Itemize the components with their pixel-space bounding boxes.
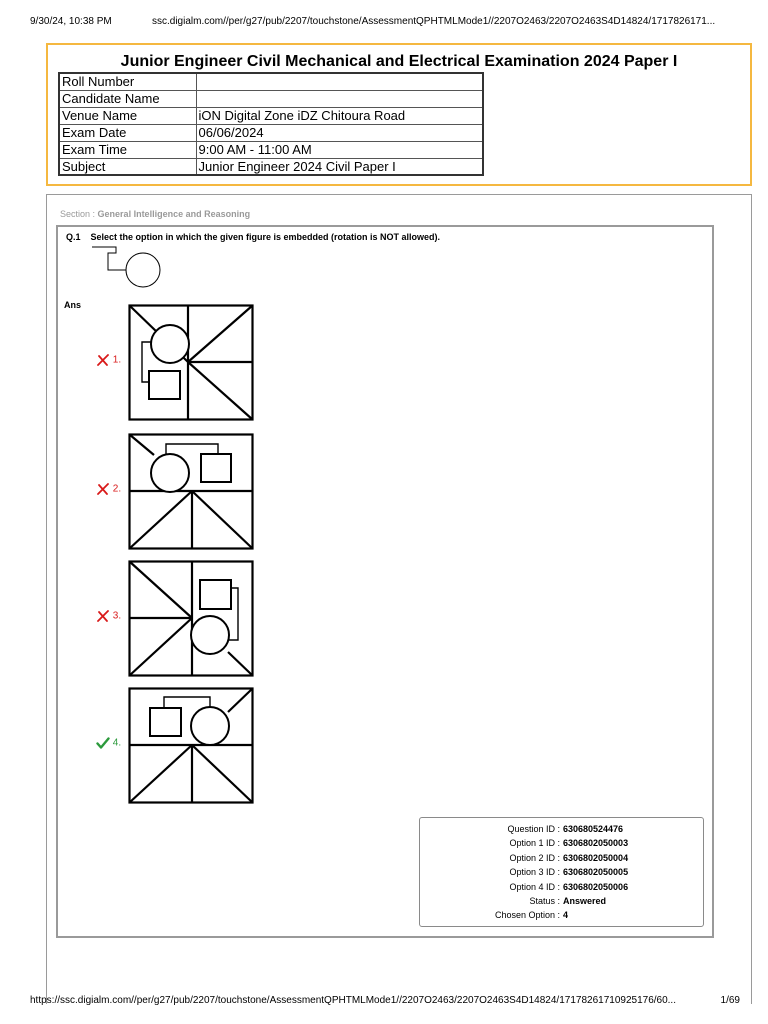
option-number: 3. <box>112 610 122 622</box>
detail-label: Option 3 ID : <box>509 867 560 877</box>
section-prefix: Section : <box>60 209 96 219</box>
detail-value: 6306802050004 <box>563 853 629 863</box>
detail-label: Option 2 ID : <box>509 853 560 863</box>
row-value: Junior Engineer 2024 Civil Paper I <box>196 158 483 175</box>
option-4 <box>96 687 266 805</box>
option-3 <box>96 560 266 678</box>
row-label: Venue Name <box>59 107 196 124</box>
row-label: Candidate Name <box>59 90 196 107</box>
question-details-box <box>419 817 704 927</box>
print-header <box>30 16 740 30</box>
option-3-mark <box>96 610 130 626</box>
table-row <box>59 124 483 141</box>
detail-row <box>420 853 705 867</box>
row-label: Exam Date <box>59 124 196 141</box>
check-icon <box>96 737 110 749</box>
detail-value: Answered <box>563 896 607 906</box>
detail-row <box>420 882 705 896</box>
detail-row <box>420 824 705 838</box>
print-datetime: 9/30/24, 10:38 PM <box>30 16 112 27</box>
candidate-table <box>58 72 484 176</box>
table-row <box>59 73 483 90</box>
row-value: 9:00 AM - 11:00 AM <box>196 141 483 158</box>
option-number: 2. <box>112 483 122 495</box>
option-2 <box>96 433 266 551</box>
table-row <box>59 141 483 158</box>
detail-row <box>420 867 705 881</box>
answer-label: Ans <box>64 300 82 310</box>
row-value <box>196 90 483 107</box>
option-2-mark <box>96 483 130 499</box>
detail-value: 6306802050003 <box>563 838 629 848</box>
question-number: Q.1 <box>66 232 81 242</box>
detail-row <box>420 910 705 924</box>
row-value: iON Digital Zone iDZ Chitoura Road <box>196 107 483 124</box>
option-number: 4. <box>112 737 122 749</box>
option-1 <box>96 304 266 422</box>
table-row <box>59 107 483 124</box>
detail-label: Question ID : <box>507 824 560 834</box>
detail-value: 4 <box>563 910 569 920</box>
cross-icon <box>96 483 110 495</box>
option-number: 1. <box>112 354 122 366</box>
row-value <box>196 73 483 90</box>
table-row <box>59 90 483 107</box>
row-label: Subject <box>59 158 196 175</box>
section-heading <box>60 209 250 219</box>
exam-title: Junior Engineer Civil Mechanical and Electrical Examination 2024 Paper I <box>120 53 678 70</box>
option-1-mark <box>96 354 130 370</box>
option-2-figure <box>128 433 254 550</box>
cross-icon <box>96 354 110 366</box>
page-number: 1/69 <box>720 995 740 1006</box>
detail-value: 6306802050006 <box>563 882 629 892</box>
detail-value: 6306802050005 <box>563 867 629 877</box>
option-1-figure <box>128 304 254 421</box>
cross-icon <box>96 610 110 622</box>
question-figure <box>88 244 168 290</box>
print-url: ssc.digialm.com//per/g27/pub/2207/touchstone/AssessmentQPHTMLMode1//2207O2463/2207O2463S4D14824/17178261​71... <box>152 16 716 27</box>
detail-value: 630680524476 <box>563 824 624 834</box>
question-text: Select the option in which the given figure is embedded (rotation is NOT allowed). <box>90 232 441 242</box>
exam-info-box <box>46 43 752 186</box>
detail-label: Option 1 ID : <box>509 838 560 848</box>
row-label: Roll Number <box>59 73 196 90</box>
print-footer-url: https://ssc.digialm.com//per/g27/pub/2207/touchstone/AssessmentQPHTMLMode1//2207O2463/2207O2463S4D14824/17178261710925176/60... <box>30 995 676 1006</box>
option-4-mark <box>96 737 130 753</box>
row-value: 06/06/2024 <box>196 124 483 141</box>
print-footer <box>30 995 740 1009</box>
section-name: General Intelligence and Reasoning <box>97 209 251 219</box>
detail-label: Option 4 ID : <box>509 882 560 892</box>
option-4-figure <box>128 687 254 804</box>
option-3-figure <box>128 560 254 677</box>
detail-label: Status : <box>529 896 560 906</box>
row-label: Exam Time <box>59 141 196 158</box>
detail-row <box>420 838 705 852</box>
table-row <box>59 158 483 175</box>
detail-label: Chosen Option : <box>494 910 560 920</box>
question-text-line <box>66 232 440 242</box>
detail-row <box>420 896 705 910</box>
